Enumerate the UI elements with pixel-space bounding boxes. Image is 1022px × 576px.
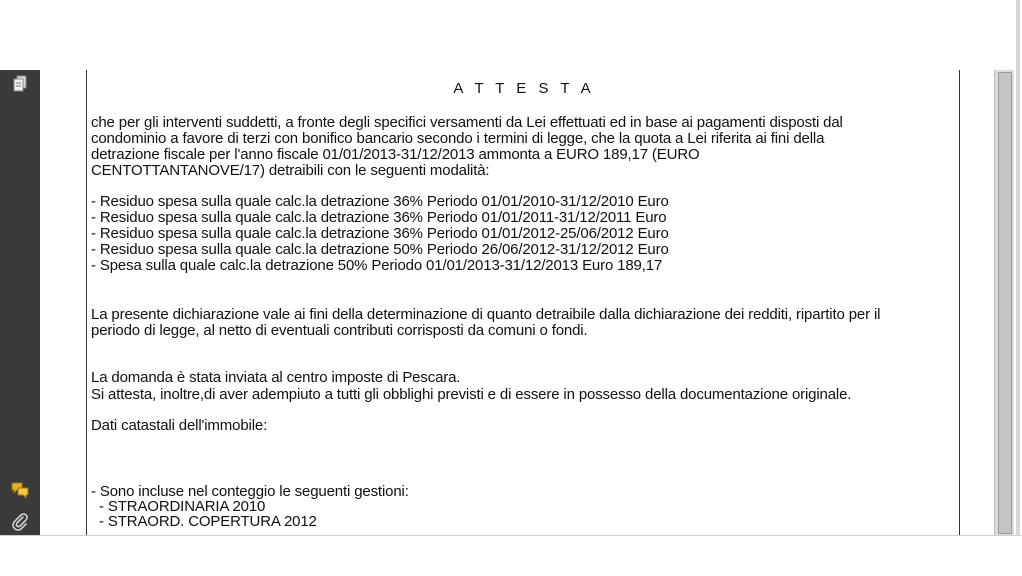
scrollbar-thumb[interactable] [998,72,1012,534]
window-top-area [0,0,1022,70]
paragraph1-line-4: CENTOTTANTANOVE/17) detraibili con le seguenti modalità: [91,162,490,179]
paragraph1-line-1: che per gli interventi suddetti, a fronte degli specifici versamenti da Lei effettuati ed in base ai pagamenti disposti dal [91,114,843,131]
paragraph2-line-2: periodo di legge, al netto di eventuali contributi corrisposti da comuni o fondi. [91,322,588,339]
right-edge-stripe [1016,0,1020,535]
list-item-1: - Residuo spesa sulla quale calc.la detrazione 36% Periodo 01/01/2010-31/12/2010 Euro [91,193,669,210]
vertical-scrollbar[interactable] [994,70,1015,535]
paragraph2-line-1: La presente dichiarazione vale ai fini della determinazione di quanto detraibile dalla dichiarazione dei redditi, ripartito per il [91,306,881,323]
gestioni-item-2: - STRAORD. COPERTURA 2012 [91,513,317,530]
navigation-panel [0,70,40,535]
gestioni-heading: - Sono incluse nel conteggio le seguenti gestioni: [91,483,409,500]
document-viewport[interactable] [40,70,994,535]
list-item-4: - Residuo spesa sulla quale calc.la detrazione 50% Periodo 26/06/2012-31/12/2012 Euro [91,241,669,258]
list-item-5: - Spesa sulla quale calc.la detrazione 50% Periodo 01/01/2013-31/12/2013 Euro 189,17 [91,257,663,274]
document-title: A T T E S T A [453,80,595,97]
paragraph3-line-2: Si attesta, inoltre,di aver adempiuto a tutti gli obblighi previsti e di essere in possesso della documentazione originale. [91,386,852,403]
pages-icon[interactable] [10,74,30,94]
paragraph1-line-2: condominio a favore di terzi con bonifico bancario secondo i termini di legge, che la quota a Lei riferita ai fini della [91,130,825,147]
pdf-page [86,70,960,535]
paragraph3-line-1: La domanda è stata inviata al centro imposte di Pescara. [91,369,461,386]
gestioni-item-1: - STRAORDINARIA 2010 [91,498,266,515]
paragraph1-line-3: detrazione fiscale per l'anno fiscale 01/01/2013-31/12/2013 ammonta a EURO 189,17 (EURO [91,146,700,163]
window-bottom-area [0,535,1022,576]
window-right-edge [1014,0,1022,535]
list-item-2: - Residuo spesa sulla quale calc.la detrazione 36% Periodo 01/01/2011-31/12/2011 Euro [91,209,667,226]
comments-icon[interactable] [10,480,30,500]
list-item-3: - Residuo spesa sulla quale calc.la detrazione 36% Periodo 01/01/2012-25/06/2012 Euro [91,225,669,242]
attachments-icon[interactable] [10,512,30,532]
cadastral-data-label: Dati catastali dell'immobile: [91,417,268,434]
